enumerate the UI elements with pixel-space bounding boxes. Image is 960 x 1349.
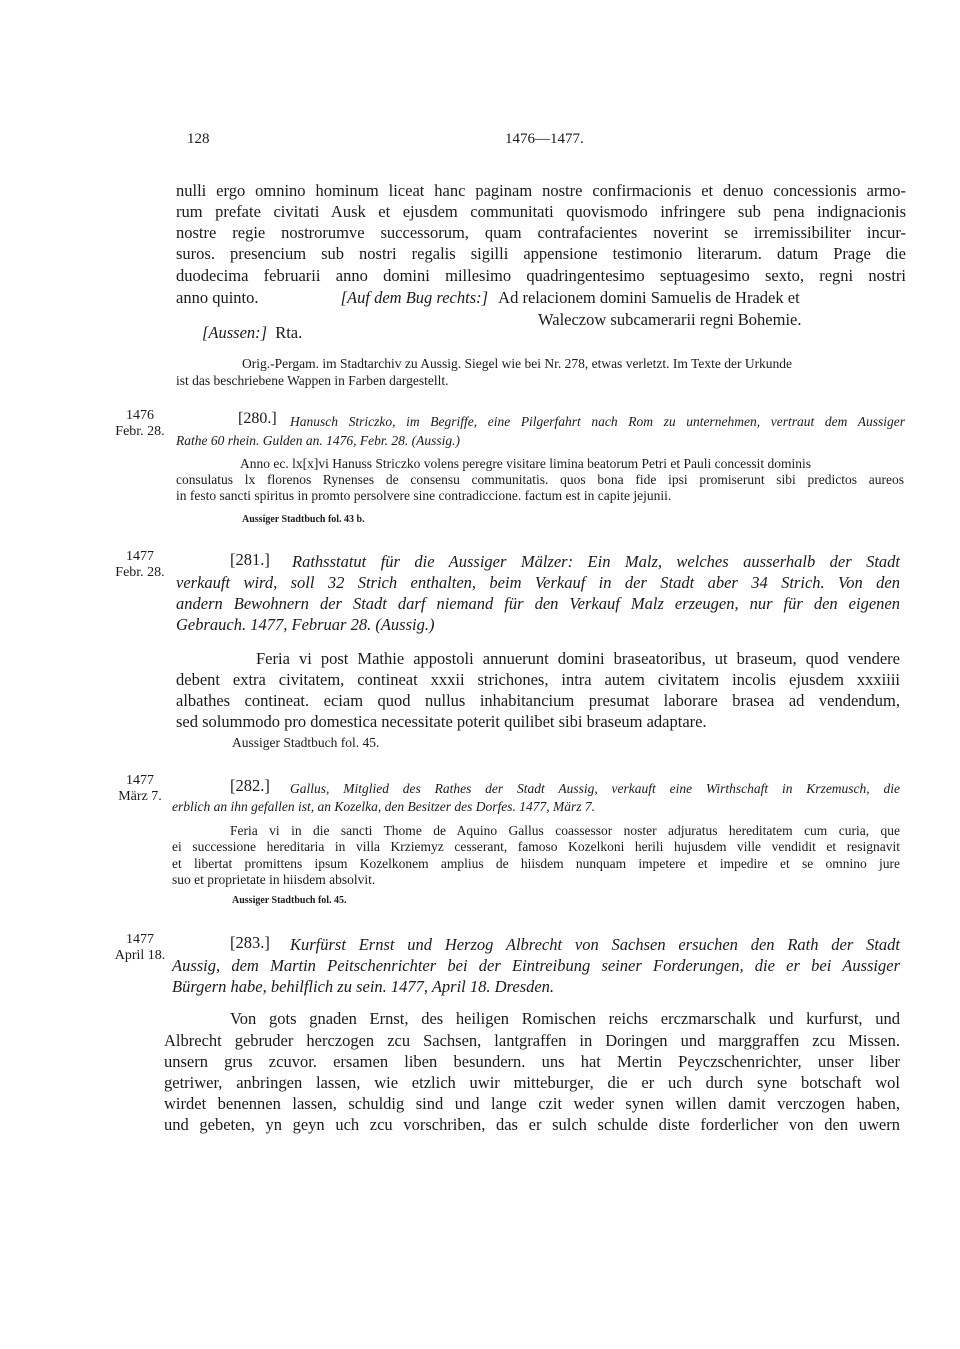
text-line: nostre regie nostrorumve successorum, quam contrafacientes noverint se irremissibiliter incur- [176, 223, 906, 242]
margin-date [110, 408, 170, 440]
text-line: Albrecht gebruder herczogen zcu Sachsen, lantgraffen in Doringen und marggraffen zcu Missen. [164, 1031, 900, 1050]
text-line: Waleczow subcamerarii regni Bohemie. [538, 310, 802, 329]
summary-line: Bürgern habe, behilflich zu sein. 1477, April 18. Dresden. [172, 977, 555, 996]
text-line: nulli ergo omnino hominum liceat hanc paginam nostre confirmacionis et denuo concessionis armo- [176, 181, 906, 200]
text-line [202, 323, 302, 343]
margin-day: Febr. 28. [115, 424, 165, 439]
running-head-years: 1476—1477. [505, 131, 584, 147]
text-line: wirdet benennen lassen, schuldig sind und lange czit weder synen willen damit verczogen haben, [164, 1094, 900, 1113]
text-line: Von gots gnaden Ernst, des heiligen Romischen reichs erczmarschalk und kurfurst, und [230, 1009, 900, 1028]
source-citation: Aussiger Stadtbuch fol. 43 b. [242, 514, 365, 525]
summary-line: Rathe 60 rhein. Gulden an. 1476, Febr. 28. (Aussig.) [176, 433, 460, 448]
text-line: duodecima februarii anno domini millesimo quadringentesimo septuagesimo sexto, regni nostri [176, 266, 906, 285]
text-line: Anno ec. lx[x]vi Hanuss Striczko volens peregre visitare limina beatorum Petri et Pauli concessit dominis [240, 456, 811, 471]
note-line: ist das beschriebene Wappen in Farben dargestellt. [176, 373, 449, 388]
editorial-note: [Aussen:] [202, 323, 268, 342]
entry-number: [282.] [230, 776, 270, 795]
summary-line: Rathsstatut für die Aussiger Mälzer: Ein Malz, welches ausserhalb der Stadt [292, 552, 900, 571]
text-line: consulatus lx florenos Rynenses de consensu communitatis. quos bona fide ipsi promiserunt sibi predictos aureos [176, 472, 904, 487]
text-line: albathes contineat. eciam quod nullus inhabitancium presumat laborare brasea ad vendendum, [176, 691, 900, 710]
summary-line: andern Bewohnern der Stadt darf niemand für den Verkauf Malz erzeugen, nur für den eigenen [176, 594, 900, 613]
source-citation: Aussiger Stadtbuch fol. 45. [232, 735, 380, 750]
margin-date [110, 932, 170, 964]
margin-year: 1477 [126, 932, 154, 947]
margin-year: 1477 [126, 773, 154, 788]
margin-date [110, 549, 170, 581]
margin-year: 1477 [126, 549, 154, 564]
text-line [176, 288, 800, 308]
text-line: und gebeten, yn geyn uch zcu vorschriben, das er sulch schulde diste forderlicher von den uwern [164, 1115, 900, 1134]
summary-line: Aussig, dem Martin Peitschenrichter bei der Eintreibung seiner Forderungen, die er bei Aussiger [172, 956, 900, 975]
text-line: in festo sancti spiritus in promto persolvere sine contradiccione. factum est in capite jejunii. [176, 488, 672, 503]
editorial-note: [Auf dem Bug rechts:] [340, 288, 489, 307]
entry-number: [283.] [230, 933, 270, 952]
page-number: 128 [187, 131, 210, 147]
source-citation: Aussiger Stadtbuch fol. 45. [232, 895, 347, 906]
summary-line: Hanusch Striczko, im Begriffe, eine Pilgerfahrt nach Rom zu unternehmen, vertraut dem Aussiger [290, 414, 905, 429]
margin-date [110, 773, 170, 805]
text-line: Feria vi post Mathie appostoli annuerunt domini braseatoribus, ut braseum, quod vendere [256, 649, 900, 668]
text-line: Feria vi in die sancti Thome de Aquino Gallus coassessor noster adjuratus hereditatem cum curia, que [230, 823, 900, 838]
margin-year: 1476 [126, 408, 154, 423]
text-line: suo et proprietate in hiisdem absolvit. [172, 872, 376, 887]
text-segment: Ad relacionem domini Samuelis de Hradek et [498, 288, 800, 307]
margin-day: Febr. 28. [115, 565, 165, 580]
text-line: sed solummodo pro domestica necessitate poterit quilibet sibi braseum adaptare. [176, 712, 707, 731]
text-line: suros. presencium sub nostri regalis sigilli appensione testimonio literarum. datum Prage die [176, 244, 906, 263]
margin-day: April 18. [114, 948, 166, 963]
note-line: Orig.-Pergam. im Stadtarchiv zu Aussig. Siegel wie bei Nr. 278, etwas verletzt. Im Texte der Urkunde [242, 356, 793, 371]
summary-line: Gebrauch. 1477, Februar 28. (Aussig.) [176, 615, 435, 634]
text-line: unsern grus zcuvor. ersamen liben besundern. uns hat Mertin Peyczschenrichter, unser liber [164, 1052, 900, 1071]
entry-number: [281.] [230, 550, 270, 569]
summary-line: Gallus, Mitglied des Rathes der Stadt Aussig, verkauft eine Wirthschaft in Krzemusch, die [290, 781, 900, 796]
text-line: getriwer, anbringen lassen, wie etzlich uwir mitteburger, die er uch durch syne botschaft wol [164, 1073, 900, 1092]
summary-line: verkauft wird, soll 32 Strich enthalten, beim Verkauf in der Stadt aber 34 Strich. Von den [176, 573, 900, 592]
summary-line: erblich an ihn gefallen ist, an Kozelka, den Besitzer des Dorfes. 1477, März 7. [172, 799, 595, 814]
summary-line: Kurfürst Ernst und Herzog Albrecht von Sachsen ersuchen den Rath der Stadt [290, 935, 900, 954]
text-segment: Rta. [275, 323, 303, 342]
text-line: rum prefate civitati Ausk et ejusdem communitati quovismodo infringere sub pena indignacionis [176, 202, 906, 221]
margin-day: März 7. [118, 789, 162, 804]
text-line: et libertat promittens ipsum Kozelkonem amplius de hiisdem nunquam impetere et impedire et se omnino jure [172, 856, 900, 871]
text-line: debent extra civitatem, contineat xxxii strichones, intra autem civitatem incolis ejusdem xxxiiii [176, 670, 900, 689]
text-line: ei successione hereditaria in villa Krziemyz cesserant, famoso Kozelkoni herili hujusdem ville vendidit et resignavit [172, 839, 900, 854]
text-segment: anno quinto. [176, 288, 259, 307]
entry-number: [280.] [238, 410, 277, 427]
